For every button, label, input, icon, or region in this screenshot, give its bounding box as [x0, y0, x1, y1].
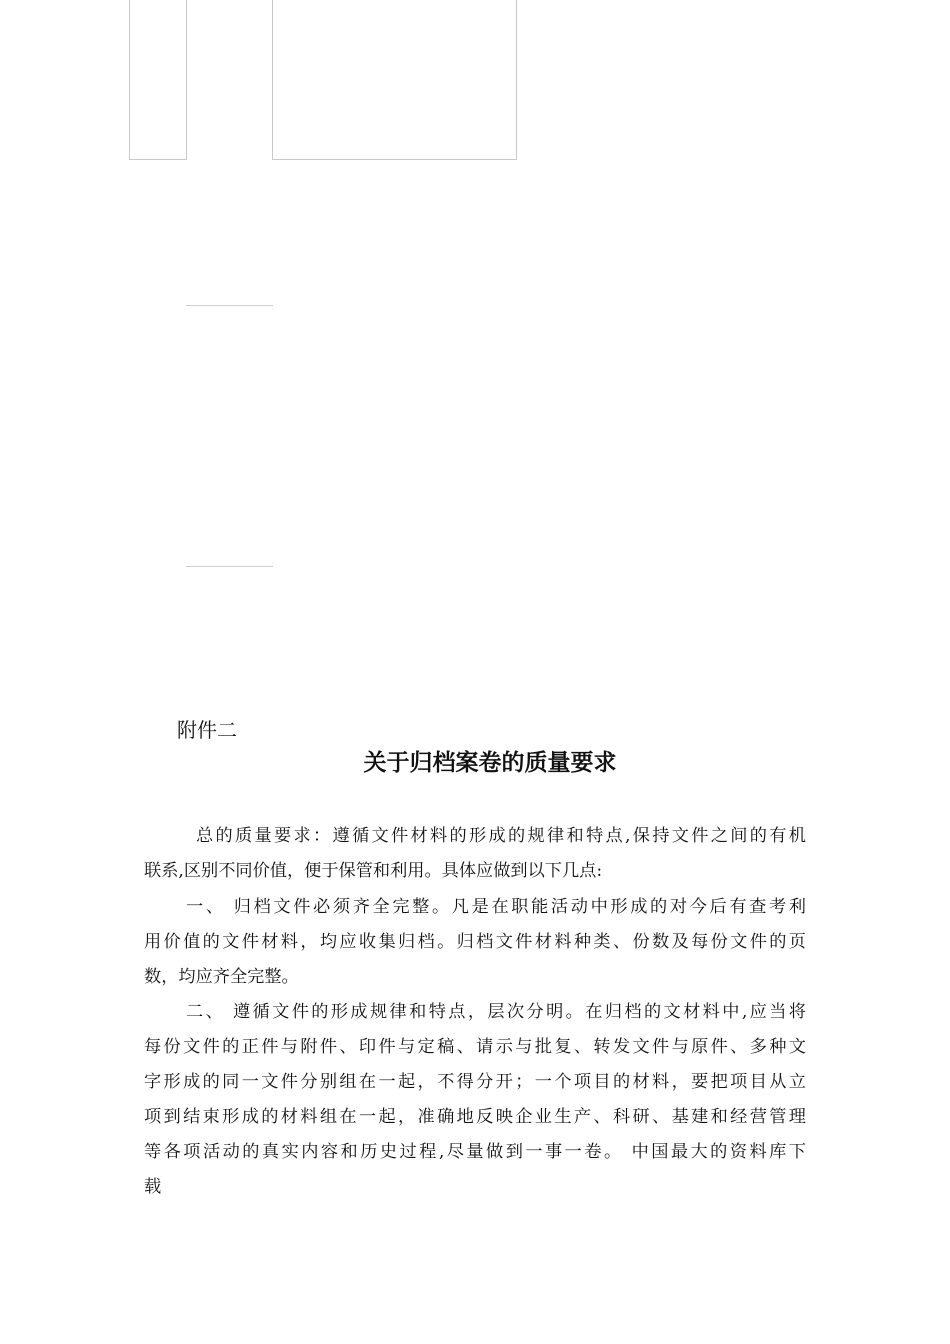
- paragraph-line: 用价值的文件材料，均应收集归档。归档文件材料种类、份数及每份文件的页: [144, 932, 806, 952]
- paragraph-line: 等各项活动的真实内容和历史过程,尽量做到一事一卷。 中国最大的资料库下: [144, 1142, 806, 1162]
- table-border-left: [129, 0, 130, 160]
- attachment-label: 附件二: [177, 718, 237, 742]
- paragraph-line: 总的质量要求：遵循文件材料的形成的规律和特点,保持文件之间的有机: [196, 826, 806, 846]
- paragraph-line: 项到结束形成的材料组在一起，准确地反映企业生产、科研、基建和经营管理: [144, 1107, 806, 1127]
- paragraph-line: 载: [144, 1177, 162, 1197]
- table-border-bottom-1: [129, 159, 187, 160]
- table-border-inner-2: [272, 0, 273, 160]
- paragraph-line: 每份文件的正件与附件、印件与定稿、请示与批复、转发文件与原件、多种文: [144, 1037, 806, 1057]
- horizontal-rule: [186, 305, 273, 306]
- document-title: 关于归档案卷的质量要求: [363, 750, 617, 776]
- paragraph-line: 数，均应齐全完整。: [144, 967, 299, 987]
- table-border-inner-1: [186, 0, 187, 160]
- horizontal-rule: [186, 566, 273, 567]
- paragraph-line: 字形成的同一文件分别组在一起，不得分开；一个项目的材料，要把项目从立: [144, 1072, 806, 1092]
- paragraph-line: 二、 遵循文件的形成规律和特点，层次分明。在归档的文材料中,应当将: [186, 1002, 806, 1022]
- table-border-right: [516, 0, 517, 160]
- paragraph-line: 一、 归档文件必须齐全完整。凡是在职能活动中形成的对今后有查考利: [186, 897, 806, 917]
- paragraph-line: 联系,区别不同价值，便于保管和利用。具体应做到以下几点:: [144, 861, 603, 881]
- table-border-bottom-2: [272, 159, 517, 160]
